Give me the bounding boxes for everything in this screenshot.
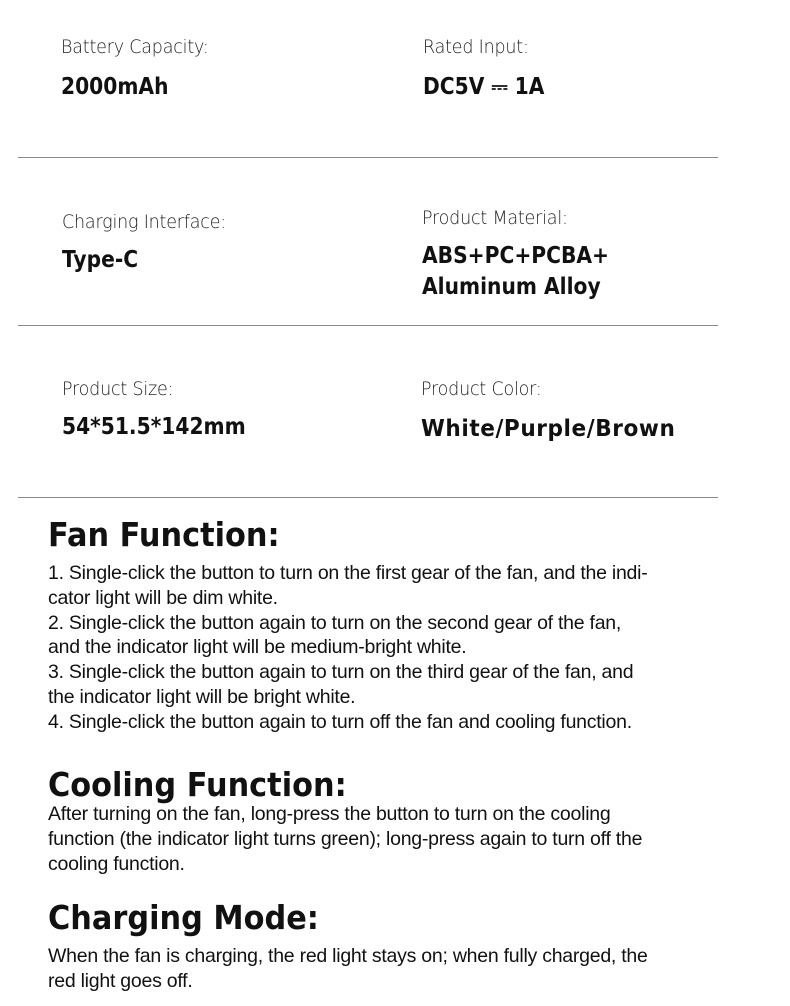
spec-product-size [62, 378, 271, 443]
divider [18, 157, 718, 158]
text-line: 2. Single-click the button again to turn on the second gear of the fan, [48, 611, 622, 634]
spec-value: 2000mAh [61, 74, 169, 100]
section-body [48, 944, 758, 994]
spec-value-line1: ABS+PC+PCBA+ [422, 243, 610, 269]
spec-value: Type-C [62, 247, 139, 273]
spec-label: Product Material: [422, 207, 568, 229]
section-body [48, 802, 758, 876]
text-line: 1. Single-click the button to turn on the first gear of the fan, and the indi- [48, 562, 648, 584]
text-line: 4. Single-click the button again to turn off the fan and cooling function. [48, 710, 632, 733]
divider [18, 325, 718, 326]
section-fan-function [48, 515, 758, 735]
spec-value: 54*51.5*142mm [62, 414, 246, 440]
text-line: 3. Single-click the button again to turn on the third gear of the fan, and [48, 661, 634, 684]
spec-value: White/Purple/Brown [421, 416, 676, 442]
section-charging-mode [48, 898, 758, 994]
text-line: When the fan is charging, the red light stays on; when fully charged, the [48, 945, 648, 967]
spec-label: Product Color: [421, 378, 542, 400]
section-title: Cooling Function: [48, 765, 347, 804]
spec-rated-input [423, 36, 561, 103]
spec-label: Battery Capacity: [61, 36, 209, 58]
spec-label: Product Size: [62, 378, 174, 400]
divider [18, 497, 718, 498]
text-line: the indicator light will be bright white. [48, 685, 356, 708]
spec-value: DC5V ⎓ 1A [423, 74, 545, 100]
text-line: and the indicator light will be medium-bright white. [48, 636, 467, 659]
text-line: cator light will be dim white. [48, 586, 278, 609]
text-line: red light goes off. [48, 969, 193, 992]
text-line: cooling function. [48, 852, 185, 875]
text-line: function (the indicator light turns green); long-press again to turn off the [48, 827, 643, 850]
spec-battery-capacity [61, 36, 221, 103]
spec-value-line2: Aluminum Alloy [422, 274, 601, 300]
spec-charging-interface [62, 211, 240, 276]
section-title: Charging Mode: [48, 898, 319, 937]
section-body [48, 561, 758, 735]
spec-product-material [422, 207, 635, 303]
section-cooling-function [48, 765, 758, 876]
spec-label: Rated Input: [423, 36, 529, 58]
text-line: After turning on the fan, long-press the button to turn on the cooling [48, 803, 611, 825]
spec-product-color [421, 378, 692, 445]
section-title: Fan Function: [48, 515, 280, 554]
spec-label: Charging Interface: [62, 211, 227, 233]
